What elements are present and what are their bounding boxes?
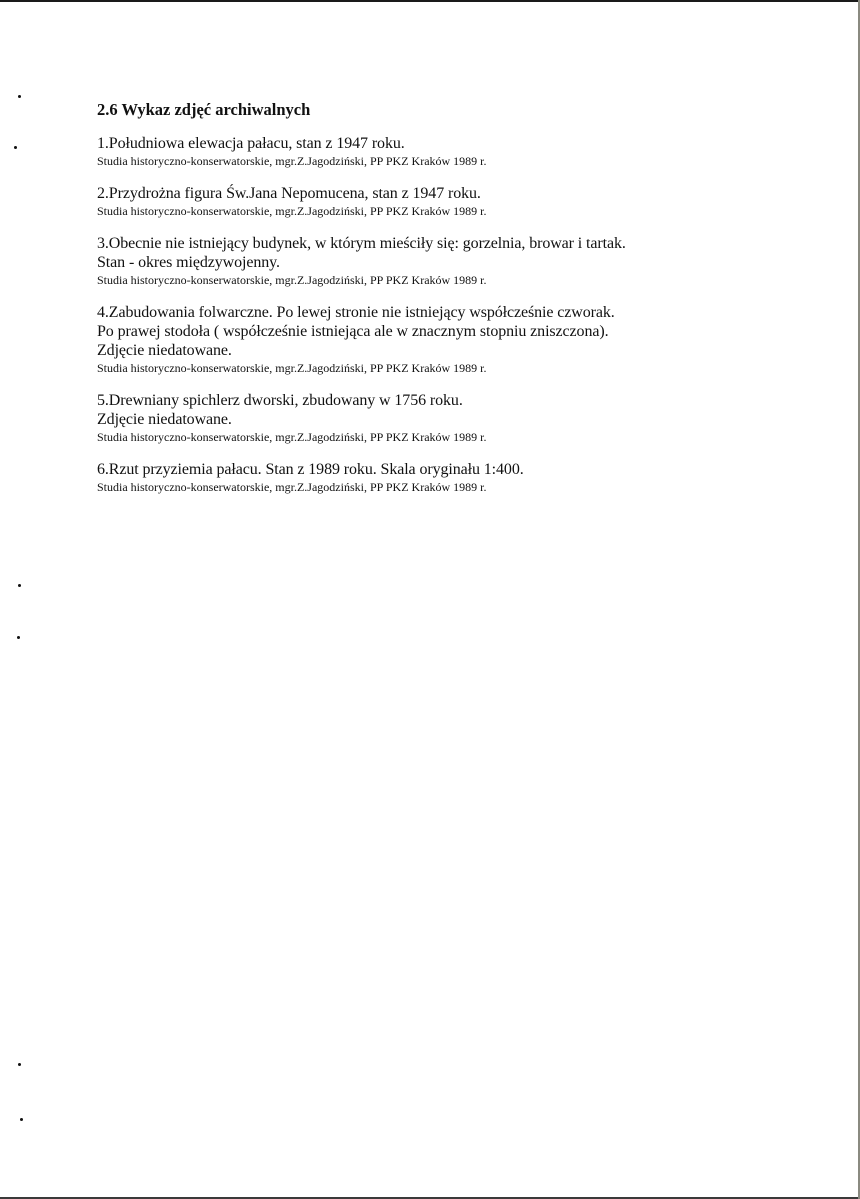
entry-description-cont: Stan - okres międzywojenny. <box>97 254 280 271</box>
entry-source: Studia historyczno-konserwatorskie, mgr.Z.Jagodziński, PP PKZ Kraków 1989 r. <box>97 480 487 494</box>
entry-source: Studia historyczno-konserwatorskie, mgr.Z.Jagodziński, PP PKZ Kraków 1989 r. <box>97 154 487 168</box>
document-page <box>97 100 797 510</box>
scan-mark-dot <box>17 636 20 639</box>
section-heading: 2.6 Wykaz zdjęć archiwalnych <box>97 100 311 119</box>
scan-edge-top <box>0 0 860 2</box>
scan-mark-dot <box>18 584 21 587</box>
photo-entry-5 <box>97 391 797 445</box>
photo-entry-4 <box>97 303 797 376</box>
photo-entry-1 <box>97 134 797 169</box>
entry-description-cont: Zdjęcie niedatowane. <box>97 342 232 359</box>
entry-description: 4.Zabudowania folwarczne. Po lewej stronie nie istniejący współcześnie czworak. <box>97 304 615 321</box>
scan-mark-dot <box>14 146 17 149</box>
entry-source: Studia historyczno-konserwatorskie, mgr.Z.Jagodziński, PP PKZ Kraków 1989 r. <box>97 273 487 287</box>
entry-description-cont: Po prawej stodoła ( współcześnie istniejąca ale w znacznym stopniu zniszczona). <box>97 323 609 340</box>
scan-mark-dot <box>18 95 21 98</box>
entry-source: Studia historyczno-konserwatorskie, mgr.Z.Jagodziński, PP PKZ Kraków 1989 r. <box>97 430 487 444</box>
scan-mark-dot <box>18 1063 21 1066</box>
entry-source: Studia historyczno-konserwatorskie, mgr.Z.Jagodziński, PP PKZ Kraków 1989 r. <box>97 204 487 218</box>
photo-entry-3 <box>97 234 797 288</box>
entry-description: 3.Obecnie nie istniejący budynek, w którym mieściły się: gorzelnia, browar i tartak. <box>97 235 626 252</box>
entry-description: 2.Przydrożna figura Św.Jana Nepomucena, stan z 1947 roku. <box>97 185 481 202</box>
entry-description: 6.Rzut przyziemia pałacu. Stan z 1989 roku. Skala oryginału 1:400. <box>97 461 524 478</box>
scan-mark-dot <box>20 1118 23 1121</box>
entry-source: Studia historyczno-konserwatorskie, mgr.Z.Jagodziński, PP PKZ Kraków 1989 r. <box>97 361 487 375</box>
entry-description: 1.Południowa elewacja pałacu, stan z 1947 roku. <box>97 135 405 152</box>
entry-description: 5.Drewniany spichlerz dworski, zbudowany w 1756 roku. <box>97 392 463 409</box>
photo-entry-2 <box>97 184 797 219</box>
photo-entry-6 <box>97 460 797 495</box>
entry-description-cont: Zdjęcie niedatowane. <box>97 411 232 428</box>
